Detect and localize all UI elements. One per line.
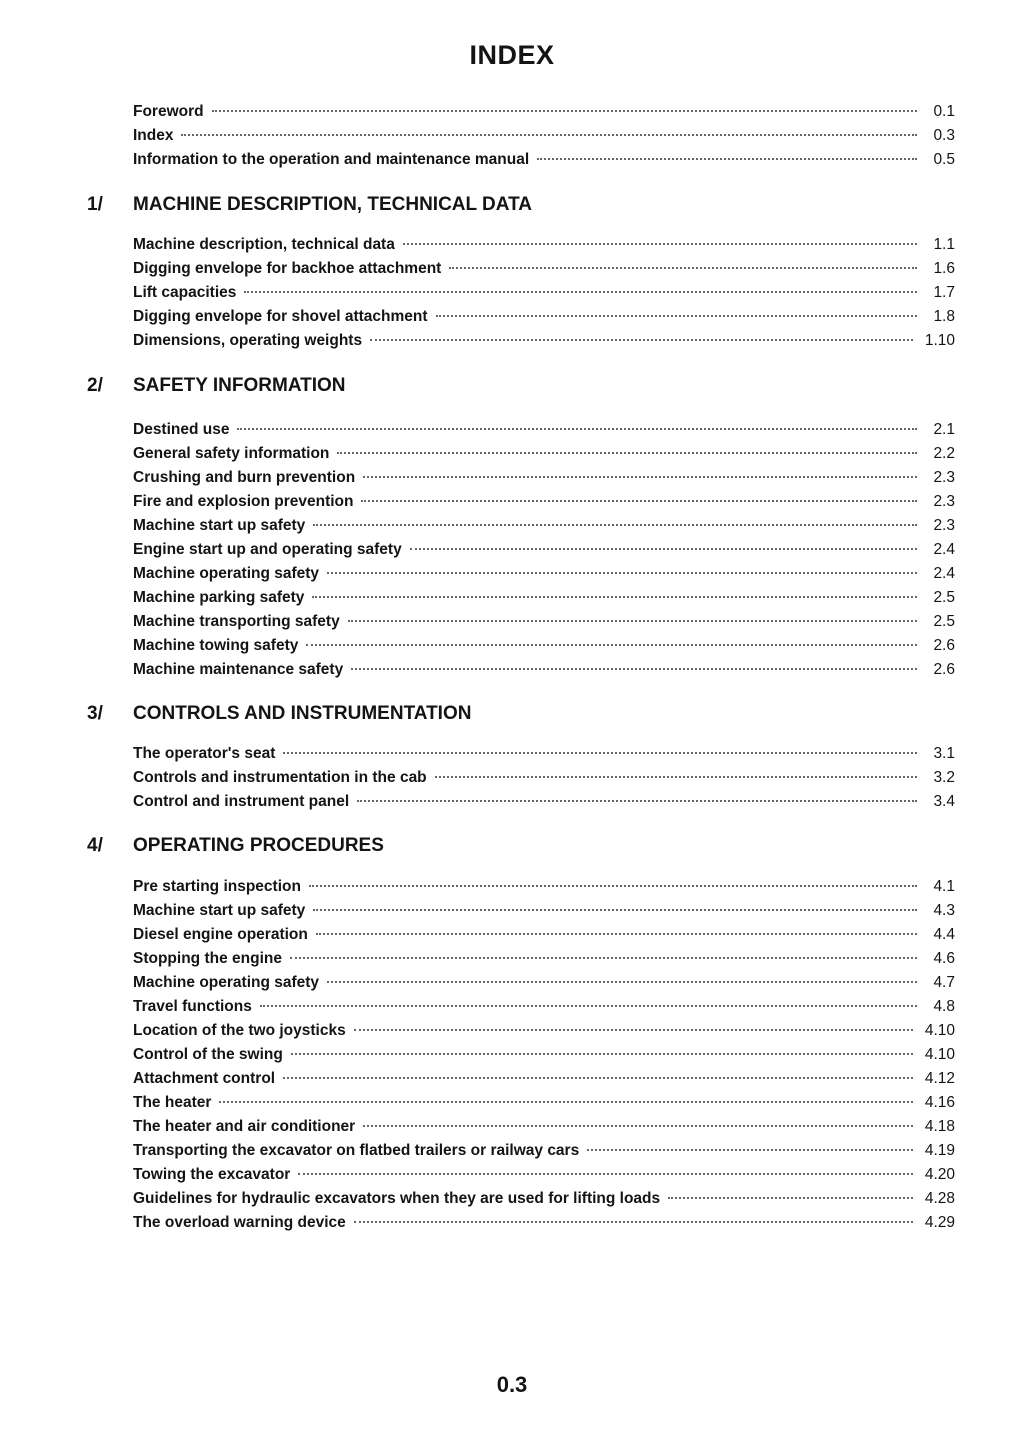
section-2-list <box>0 421 1024 685</box>
entry-page: 1.8 <box>933 308 955 325</box>
toc-entry[interactable] <box>133 1118 955 1142</box>
entry-page: 2.1 <box>933 421 955 438</box>
entry-label: Travel functions <box>133 998 252 1015</box>
dot-leader <box>260 1005 917 1007</box>
entry-label: Digging envelope for shovel attachment <box>133 308 428 325</box>
section-number: 1/ <box>87 194 103 215</box>
dot-leader <box>290 957 917 959</box>
dot-leader <box>219 1101 912 1103</box>
entry-label: Machine start up safety <box>133 902 306 919</box>
entry-label: Transporting the excavator on flatbed trailers or railway cars <box>133 1142 580 1159</box>
entry-label: Stopping the engine <box>133 950 282 967</box>
dot-leader <box>298 1173 912 1175</box>
entry-label: The operator's seat <box>133 745 276 762</box>
entry-page: 4.16 <box>924 1094 955 1111</box>
entry-page: 0.1 <box>933 103 955 120</box>
section-number: 3/ <box>87 703 103 724</box>
entry-label: Machine start up safety <box>133 517 306 534</box>
toc-entry[interactable] <box>133 926 955 950</box>
entry-page: 4.4 <box>933 926 955 943</box>
toc-entry[interactable] <box>133 1166 955 1190</box>
entry-page: 0.5 <box>933 151 955 168</box>
dot-leader <box>312 596 917 598</box>
section-number: 2/ <box>87 375 103 396</box>
toc-entry[interactable] <box>133 950 955 974</box>
entry-label: Control and instrument panel <box>133 793 350 810</box>
toc-entry[interactable] <box>133 878 955 902</box>
dot-leader <box>363 476 917 478</box>
entry-label: Dimensions, operating weights <box>133 332 363 349</box>
entry-page: 4.18 <box>924 1118 955 1135</box>
entry-page: 4.10 <box>924 1022 955 1039</box>
intro-list <box>0 103 1024 175</box>
entry-label: Machine towing safety <box>133 637 299 654</box>
entry-page: 2.3 <box>933 517 955 534</box>
dot-leader <box>283 1077 913 1079</box>
toc-entry[interactable] <box>133 469 955 493</box>
dot-leader <box>212 110 917 112</box>
entry-label: Lift capacities <box>133 284 237 301</box>
dot-leader <box>283 752 917 754</box>
entry-page: 2.5 <box>933 589 955 606</box>
dot-leader <box>327 572 917 574</box>
entry-label: Digging envelope for backhoe attachment <box>133 260 442 277</box>
entry-page: 4.1 <box>933 878 955 895</box>
dot-leader <box>237 428 917 430</box>
entry-page: 4.3 <box>933 902 955 919</box>
entry-label: Towing the excavator <box>133 1166 291 1183</box>
entry-label: Engine start up and operating safety <box>133 541 402 558</box>
section-number: 4/ <box>87 835 103 856</box>
entry-page: 2.6 <box>933 661 955 678</box>
entry-page: 1.6 <box>933 260 955 277</box>
entry-page: 4.8 <box>933 998 955 1015</box>
entry-label: Machine maintenance safety <box>133 661 344 678</box>
page-number: 0.3 <box>496 1372 528 1397</box>
entry-label: Guidelines for hydraulic excavators when they are used for lifting loads <box>133 1190 661 1207</box>
section-heading <box>0 703 1024 729</box>
toc-entry[interactable] <box>133 1142 955 1166</box>
dot-leader <box>351 668 917 670</box>
dot-leader <box>327 981 917 983</box>
entry-label: The heater and air conditioner <box>133 1118 356 1135</box>
section-heading <box>0 194 1024 220</box>
dot-leader <box>316 933 917 935</box>
dot-leader <box>337 452 917 454</box>
entry-label: Fire and explosion prevention <box>133 493 354 510</box>
dot-leader <box>313 909 917 911</box>
toc-entry[interactable] <box>133 332 955 356</box>
entry-page: 4.28 <box>924 1190 955 1207</box>
entry-page: 4.20 <box>924 1166 955 1183</box>
entry-label: Information to the operation and maintenance manual <box>133 151 530 168</box>
entry-page: 2.5 <box>933 613 955 630</box>
dot-leader <box>449 267 917 269</box>
entry-label: Control of the swing <box>133 1046 283 1063</box>
page-title: INDEX <box>469 40 555 70</box>
toc-entry[interactable] <box>133 103 955 127</box>
toc-entry[interactable] <box>133 493 955 517</box>
dot-leader <box>348 620 917 622</box>
toc-entry[interactable] <box>133 769 955 793</box>
entry-page: 4.29 <box>924 1214 955 1231</box>
entry-label: Index <box>133 127 174 144</box>
dot-leader <box>435 776 917 778</box>
entry-page: 1.1 <box>933 236 955 253</box>
toc-entry[interactable] <box>133 661 955 685</box>
entry-page: 4.7 <box>933 974 955 991</box>
entry-page: 2.6 <box>933 637 955 654</box>
section-4-list <box>0 878 1024 1238</box>
toc-entry[interactable] <box>133 517 955 541</box>
entry-page: 4.19 <box>924 1142 955 1159</box>
entry-label: Location of the two joysticks <box>133 1022 346 1039</box>
dot-leader <box>313 524 917 526</box>
toc-entry[interactable] <box>133 1022 955 1046</box>
dot-leader <box>537 158 917 160</box>
dot-leader <box>354 1029 913 1031</box>
dot-leader <box>587 1149 913 1151</box>
dot-leader <box>306 644 917 646</box>
entry-page: 2.4 <box>933 541 955 558</box>
section-1-list <box>0 236 1024 356</box>
toc-entry[interactable] <box>133 1214 955 1238</box>
entry-page: 2.2 <box>933 445 955 462</box>
section-title: CONTROLS AND INSTRUMENTATION <box>133 703 472 724</box>
dot-leader <box>436 315 917 317</box>
entry-label: Machine parking safety <box>133 589 305 606</box>
entry-label: General safety information <box>133 445 330 462</box>
toc-entry[interactable] <box>133 793 955 817</box>
toc-entry[interactable] <box>133 151 955 175</box>
toc-entry[interactable] <box>133 589 955 613</box>
entry-page: 3.1 <box>933 745 955 762</box>
dot-leader <box>370 339 913 341</box>
dot-leader <box>403 243 917 245</box>
dot-leader <box>181 134 917 136</box>
toc-entry[interactable] <box>133 745 955 769</box>
entry-label: Crushing and burn prevention <box>133 469 356 486</box>
toc-entry[interactable] <box>133 284 955 308</box>
dot-leader <box>363 1125 913 1127</box>
toc-entry[interactable] <box>133 1094 955 1118</box>
entry-page: 1.10 <box>924 332 955 349</box>
toc-entry[interactable] <box>133 1046 955 1070</box>
toc-entry[interactable] <box>133 308 955 332</box>
entry-label: Machine transporting safety <box>133 613 340 630</box>
entry-page: 3.2 <box>933 769 955 786</box>
entry-page: 1.7 <box>933 284 955 301</box>
toc-entry[interactable] <box>133 1070 955 1094</box>
entry-label: Diesel engine operation <box>133 926 308 943</box>
entry-label: Attachment control <box>133 1070 276 1087</box>
entry-page: 4.10 <box>924 1046 955 1063</box>
toc-entry[interactable] <box>133 260 955 284</box>
toc-entry[interactable] <box>133 236 955 260</box>
entry-page: 3.4 <box>933 793 955 810</box>
entry-label: The overload warning device <box>133 1214 346 1231</box>
dot-leader <box>244 291 917 293</box>
entry-label: Pre starting inspection <box>133 878 301 895</box>
toc-entry[interactable] <box>133 541 955 565</box>
entry-page: 4.12 <box>924 1070 955 1087</box>
entry-label: Controls and instrumentation in the cab <box>133 769 427 786</box>
dot-leader <box>357 800 917 802</box>
section-heading <box>0 835 1024 861</box>
entry-page: 4.6 <box>933 950 955 967</box>
section-heading <box>0 375 1024 401</box>
toc-entry[interactable] <box>133 974 955 998</box>
entry-label: Foreword <box>133 103 204 120</box>
toc-entry[interactable] <box>133 127 955 151</box>
toc-entry[interactable] <box>133 445 955 469</box>
section-title: SAFETY INFORMATION <box>133 375 346 396</box>
entry-label: Destined use <box>133 421 230 438</box>
toc-entry[interactable] <box>133 613 955 637</box>
dot-leader <box>361 500 917 502</box>
dot-leader <box>668 1197 913 1199</box>
entry-page: 0.3 <box>933 127 955 144</box>
toc-entry[interactable] <box>133 902 955 926</box>
dot-leader <box>291 1053 913 1055</box>
entry-label: Machine description, technical data <box>133 236 395 253</box>
dot-leader <box>354 1221 913 1223</box>
entry-label: The heater <box>133 1094 212 1111</box>
dot-leader <box>309 885 917 887</box>
entry-page: 2.3 <box>933 493 955 510</box>
toc-entry[interactable] <box>133 565 955 589</box>
toc-entry[interactable] <box>133 637 955 661</box>
section-3-list <box>0 745 1024 817</box>
toc-entry[interactable] <box>133 1190 955 1214</box>
section-title: OPERATING PROCEDURES <box>133 835 384 856</box>
section-title: MACHINE DESCRIPTION, TECHNICAL DATA <box>133 194 532 215</box>
toc-entry[interactable] <box>133 998 955 1022</box>
dot-leader <box>410 548 917 550</box>
toc-entry[interactable] <box>133 421 955 445</box>
entry-page: 2.3 <box>933 469 955 486</box>
entry-page: 2.4 <box>933 565 955 582</box>
entry-label: Machine operating safety <box>133 974 320 991</box>
entry-label: Machine operating safety <box>133 565 320 582</box>
